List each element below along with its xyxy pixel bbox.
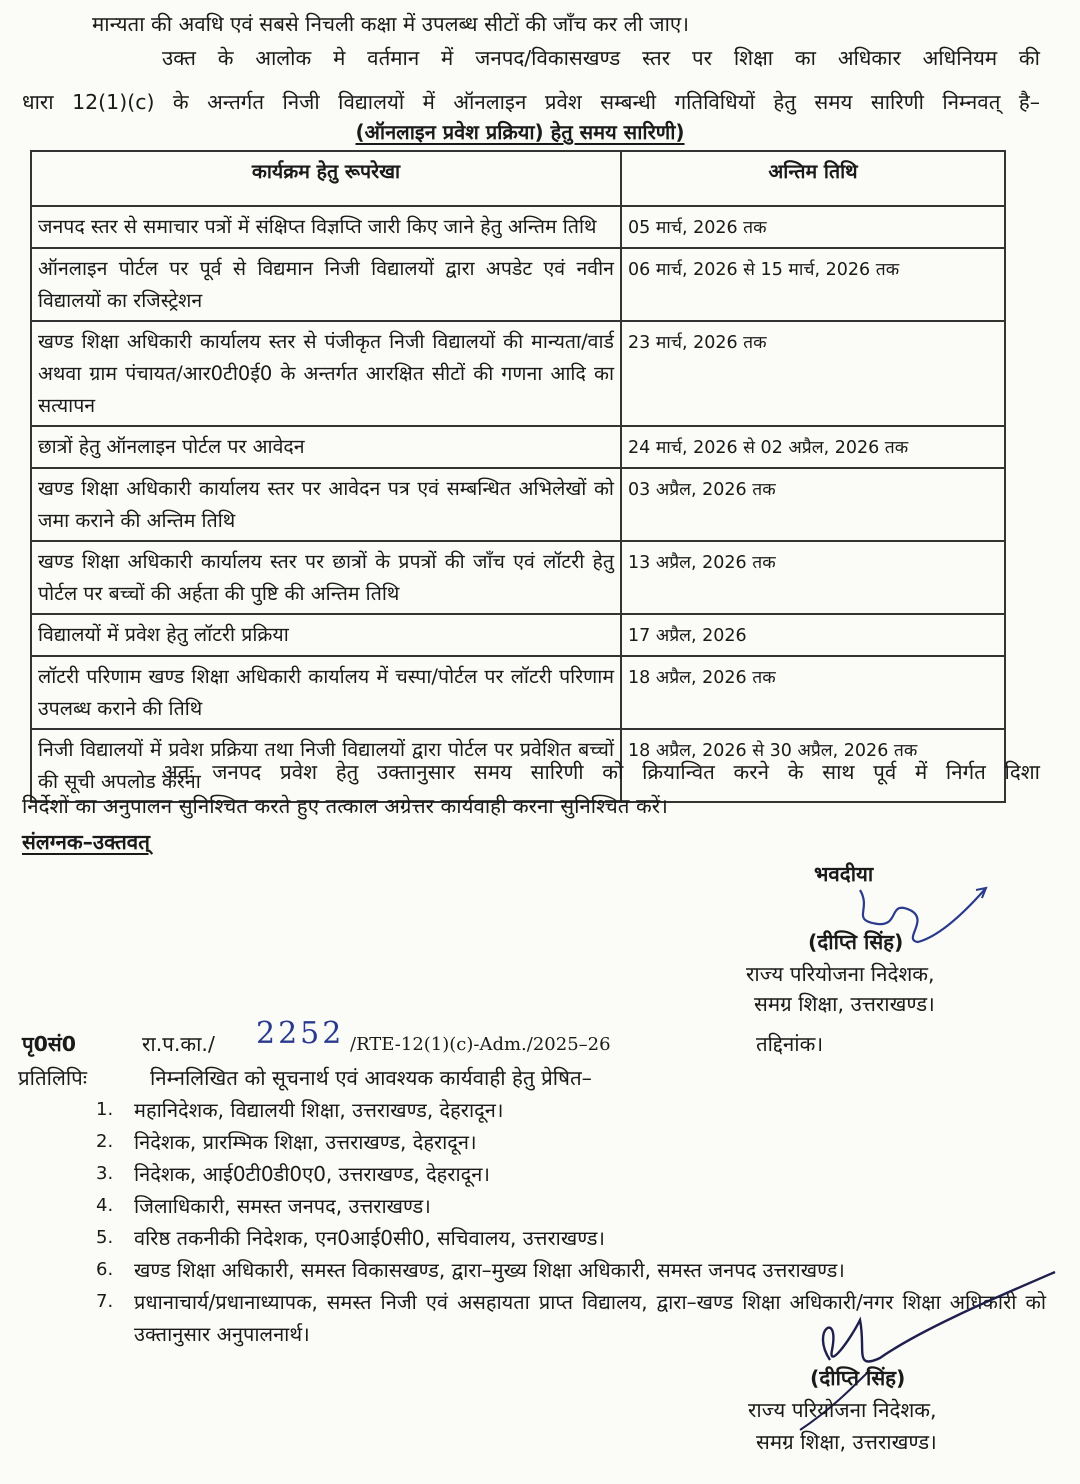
activity-cell: विद्यालयों में प्रवेश हेतु लॉटरी प्रक्रिया: [31, 614, 621, 656]
dispatch-suffix: /RTE-12(1)(c)-Adm./2025–26: [350, 1034, 611, 1055]
activity-cell: खण्ड शिक्षा अधिकारी कार्यालय स्तर से पंजीकृत निजी विद्यालयों की मान्यता/वार्ड अथवा ग्राम पंचायत/आर0टी0ई0 के अन्तर्गत आरक्षित सीटों की गणना आदि का सत्यापन: [31, 321, 621, 426]
activity-cell: निजी विद्यालयों में प्रवेश प्रक्रिया तथा निजी विद्यालयों द्वारा पोर्टल पर प्रवेशित बच्चों की सूची अपलोड करना: [31, 729, 621, 802]
list-item: 3. निदेशक, आई0टी0डी0ए0, उत्तराखण्ड, देहरादून।: [96, 1162, 490, 1186]
intro-line-2: उक्त के आलोक मे वर्तमान में जनपद/विकासखण्ड स्तर पर शिक्षा का अधिकार अधिनियम की: [162, 46, 1040, 70]
list-item: 7. प्रधानाचार्य/प्रधानाध्यापक, समस्त निजी एवं असहायता प्राप्त विद्यालय, द्वारा–खण्ड शिक्षा अधिकारी/नगर शिक्षा अधिकारी को उक्तानुसार अनुपालनार्थ।: [96, 1290, 1046, 1346]
date-cell: 13 अप्रैल, 2026 तक: [621, 541, 1005, 614]
dispatch-date: तद्दिनांक।: [756, 1032, 824, 1056]
activity-cell: लॉटरी परिणाम खण्ड शिक्षा अधिकारी कार्यालय में चस्पा/पोर्टल पर लॉटरी परिणाम उपलब्ध कराने की तिथि: [31, 656, 621, 729]
list-item: 4. जिलाधिकारी, समस्त जनपद, उत्तराखण्ड।: [96, 1194, 431, 1218]
activity-cell: खण्ड शिक्षा अधिकारी कार्यालय स्तर पर छात्रों के प्रपत्रों की जाँच एवं लॉटरी हेतु पोर्टल पर बच्चों की अर्हता की पुष्टि की अन्तिम तिथि: [31, 541, 621, 614]
table-row: [31, 206, 1005, 248]
table-row: [31, 541, 1005, 614]
signatory-name-1: (दीप्ति सिंह): [808, 930, 904, 954]
activity-cell: खण्ड शिक्षा अधिकारी कार्यालय स्तर पर आवेदन पत्र एवं सम्बन्धित अभिलेखों को जमा कराने की अन्तिम तिथि: [31, 468, 621, 541]
enclosure-note: संलग्नक–उक्तवत्: [22, 830, 150, 854]
table-row: [31, 426, 1005, 468]
header-date: अन्तिम तिथि: [621, 151, 1005, 206]
closing-line-1: अतः जनपद प्रवेश हेतु उक्तानुसार समय सारिणी को क्रियान्वित करने के साथ पूर्व में निर्गत दिशा: [162, 760, 1040, 784]
activity-cell: छात्रों हेतु ऑनलाइन पोर्टल पर आवेदन: [31, 426, 621, 468]
signatory-office-1: समग्र शिक्षा, उत्तराखण्ड।: [754, 992, 935, 1016]
salutation: भवदीया: [814, 862, 874, 886]
dispatch-label: पृ0सं0: [22, 1032, 77, 1056]
date-cell: 17 अप्रैल, 2026: [621, 614, 1005, 656]
intro-line-3: धारा 12(1)(c) के अन्तर्गत निजी विद्यालयों में ऑनलाइन प्रवेश सम्बन्धी गतिविधियों हेतु समय सारिणी निम्नवत् है–: [22, 90, 1040, 114]
closing-line-2: निर्देशों का अनुपालन सुनिश्चित करते हुए तत्काल अग्रेत्तर कार्यवाही करना सुनिश्चित करें।: [22, 794, 668, 818]
copy-intro: निम्नलिखित को सूचनार्थ एवं आवश्यक कार्यवाही हेतु प्रेषित–: [150, 1066, 592, 1090]
table-row: [31, 321, 1005, 426]
date-cell: 24 मार्च, 2026 से 02 अप्रैल, 2026 तक: [621, 426, 1005, 468]
table-header-row: [31, 151, 1005, 206]
dispatch-prefix: रा.प.का./: [142, 1032, 215, 1056]
table-row: [31, 468, 1005, 541]
date-cell: 18 अप्रैल, 2026 से 30 अप्रैल, 2026 तक: [621, 729, 1005, 802]
list-item: 2. निदेशक, प्रारम्भिक शिक्षा, उत्तराखण्ड, देहरादून।: [96, 1130, 477, 1154]
dispatch-number: 2252: [256, 1016, 345, 1051]
activity-cell: जनपद स्तर से समाचार पत्रों में संक्षिप्त विज्ञप्ति जारी किए जाने हेतु अन्तिम तिथि: [31, 206, 621, 248]
table-row: [31, 656, 1005, 729]
list-item: 6. खण्ड शिक्षा अधिकारी, समस्त विकासखण्ड, द्वारा–मुख्य शिक्षा अधिकारी, समस्त जनपद उत्तराखण्ड।: [96, 1258, 845, 1282]
date-cell: 03 अप्रैल, 2026 तक: [621, 468, 1005, 541]
signatory-designation-1: राज्य परियोजना निदेशक,: [746, 962, 935, 986]
header-activity: कार्यक्रम हेतु रूपरेखा: [31, 151, 621, 206]
table-row: [31, 248, 1005, 321]
signatory-name-2: (दीप्ति सिंह): [810, 1366, 906, 1390]
table-row: [31, 614, 1005, 656]
schedule-table: [30, 150, 1006, 803]
date-cell: 05 मार्च, 2026 तक: [621, 206, 1005, 248]
table-title: (ऑनलाइन प्रवेश प्रक्रिया) हेतु समय सारिणी): [355, 120, 685, 144]
date-cell: 18 अप्रैल, 2026 तक: [621, 656, 1005, 729]
signatory-designation-2: राज्य परियोजना निदेशक,: [748, 1398, 937, 1422]
copy-label: प्रतिलिपिः: [18, 1066, 87, 1090]
list-item: 5. वरिष्ठ तकनीकी निदेशक, एन0आई0सी0, सचिवालय, उत्तराखण्ड।: [96, 1226, 605, 1250]
list-item: 1. महानिदेशक, विद्यालयी शिक्षा, उत्तराखण्ड, देहरादून।: [96, 1098, 504, 1122]
activity-cell: ऑनलाइन पोर्टल पर पूर्व से विद्यमान निजी विद्यालयों द्वारा अपडेट एवं नवीन विद्यालयों का रजिस्ट्रेशन: [31, 248, 621, 321]
intro-line-1: मान्यता की अवधि एवं सबसे निचली कक्षा में उपलब्ध सीटों की जाँच कर ली जाए।: [92, 12, 690, 36]
date-cell: 23 मार्च, 2026 तक: [621, 321, 1005, 426]
date-cell: 06 मार्च, 2026 से 15 मार्च, 2026 तक: [621, 248, 1005, 321]
signatory-office-2: समग्र शिक्षा, उत्तराखण्ड।: [756, 1430, 937, 1454]
